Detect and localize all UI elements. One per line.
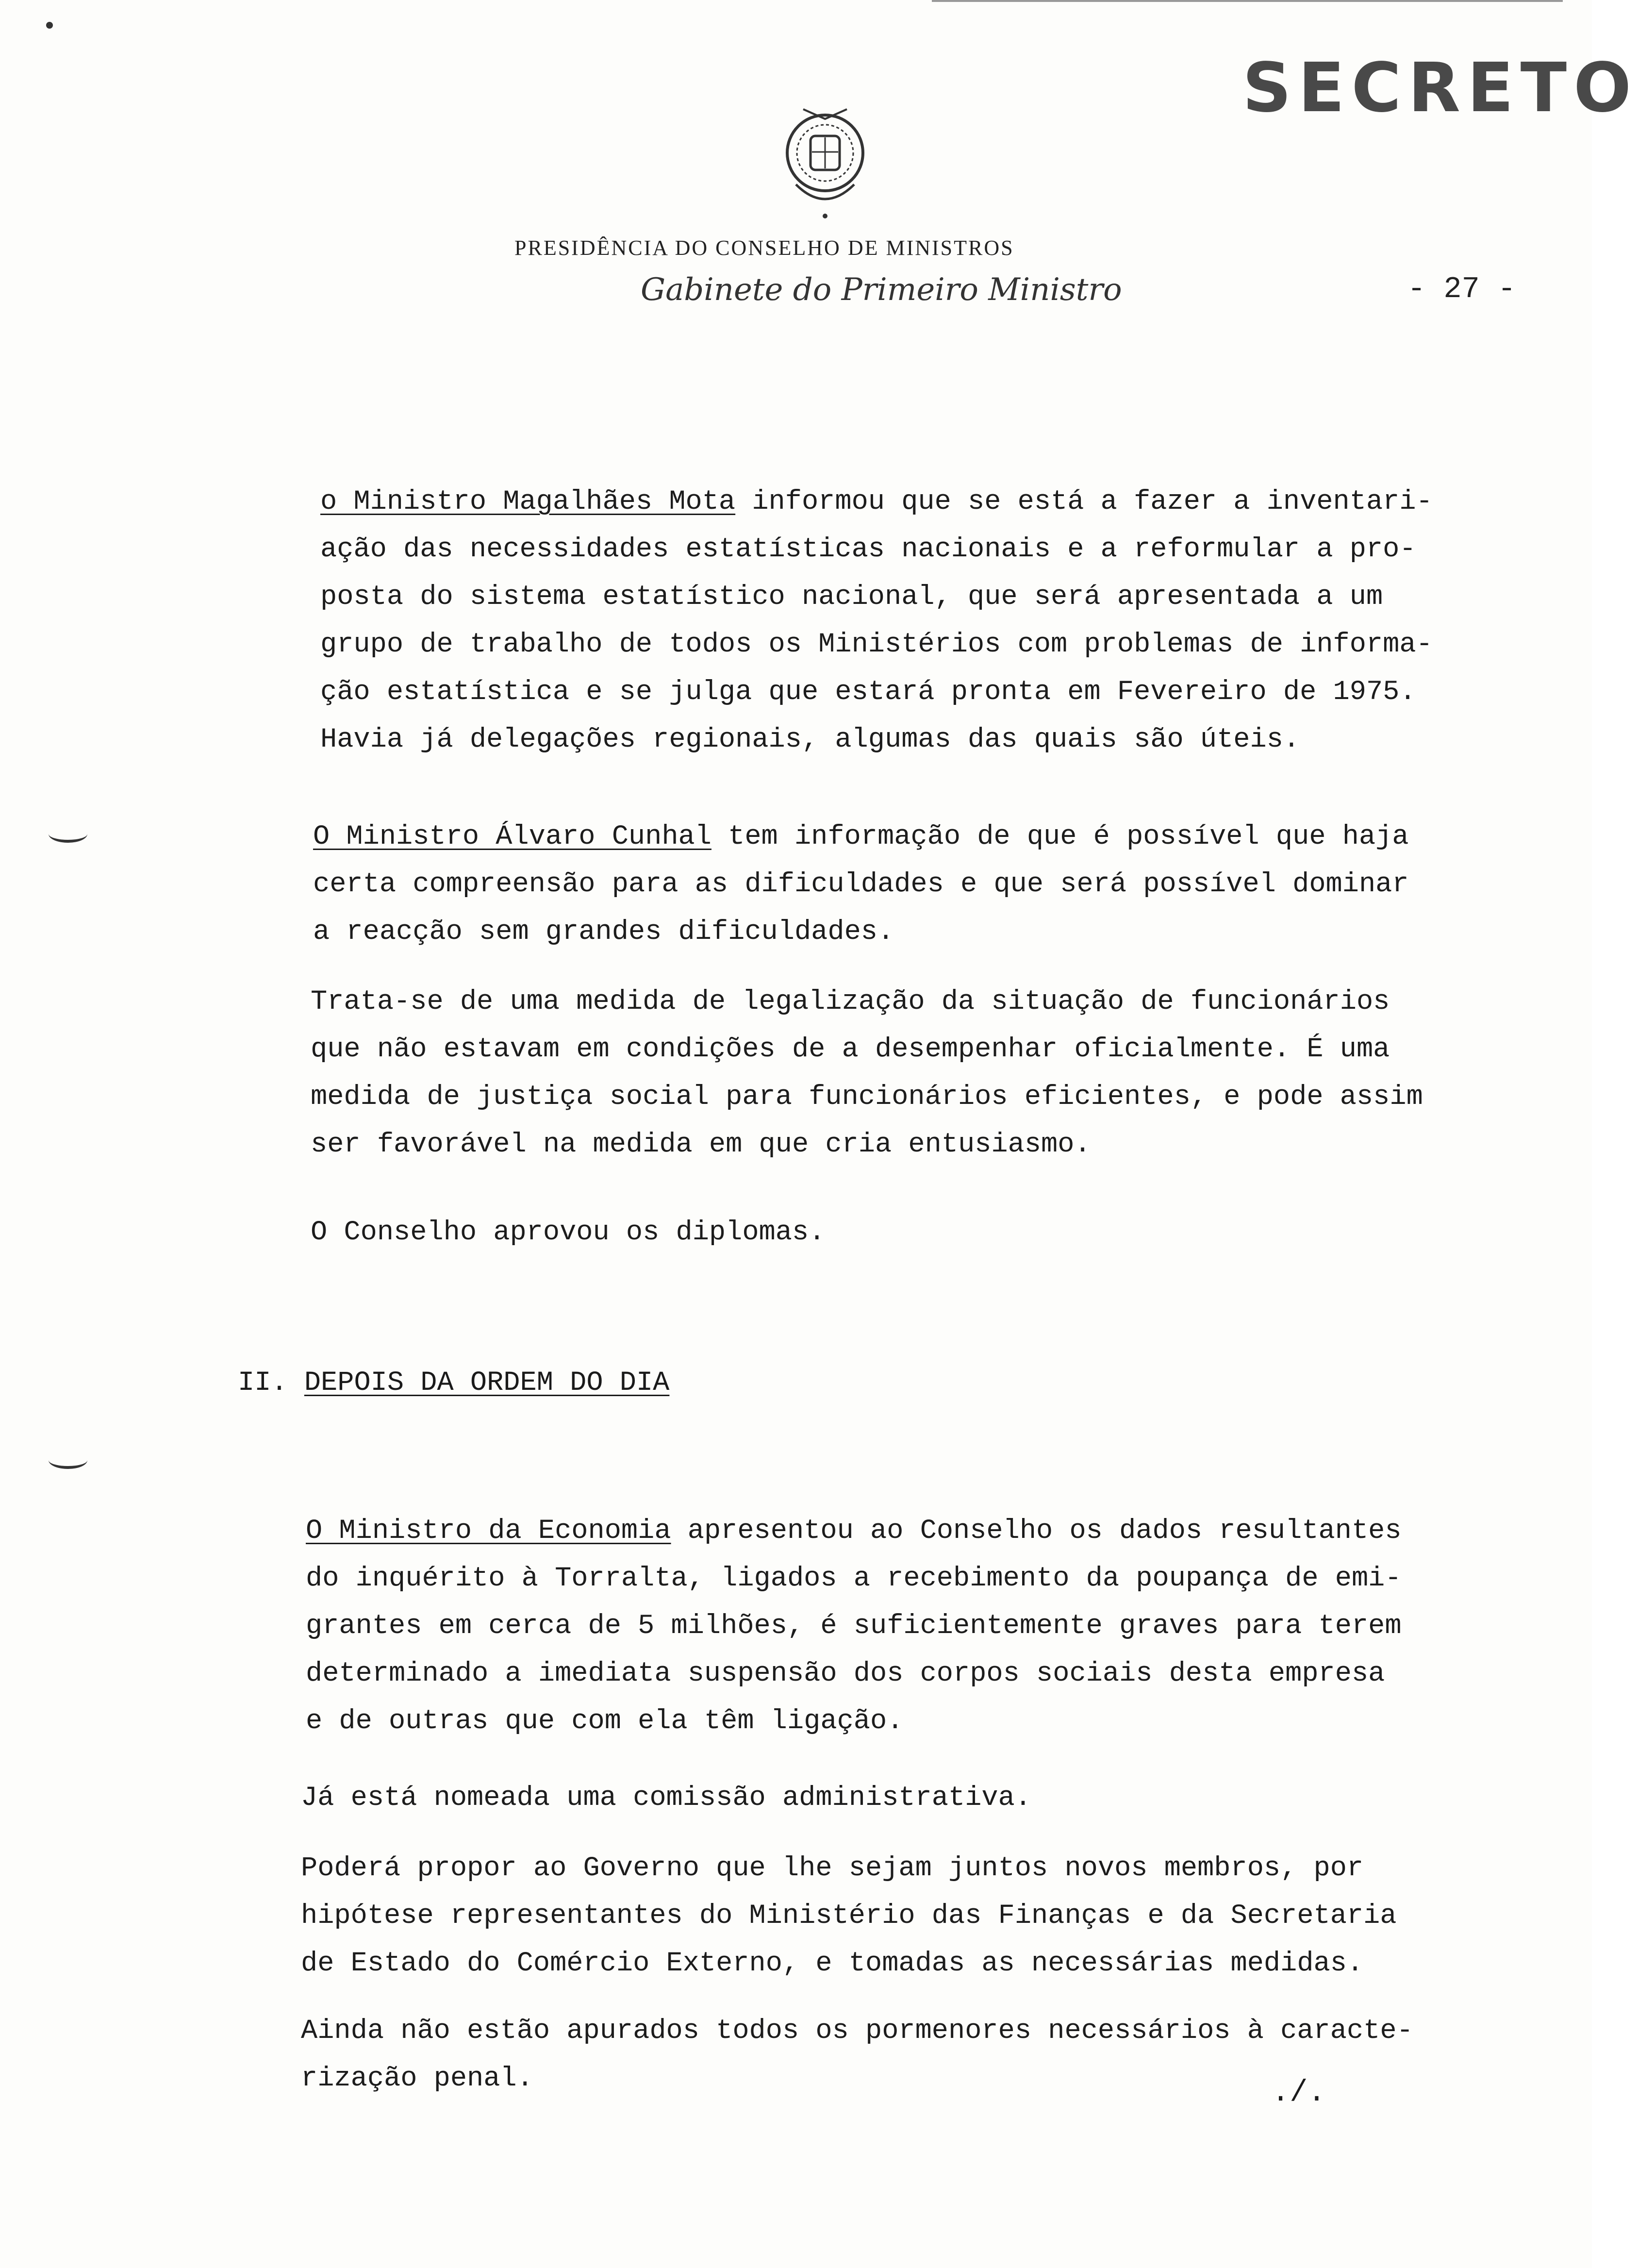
paragraph-line: Ainda não estão apurados todos os pormenores necessários à caracte- bbox=[301, 2016, 1413, 2047]
paragraph-line: posta do sistema estatístico nacional, que será apresentada a um bbox=[320, 582, 1383, 613]
minutes-paragraph bbox=[301, 1845, 1397, 1987]
speaker-name: O Ministro Álvaro Cunhal bbox=[313, 821, 711, 852]
top-edge-rule bbox=[932, 0, 1563, 2]
office-subheading: Gabinete do Primeiro Ministro bbox=[641, 272, 1122, 308]
paragraph-line: rização penal. bbox=[301, 2063, 533, 2094]
paragraph-line: O Conselho aprovou os diplomas. bbox=[311, 1217, 826, 1248]
minutes-paragraph bbox=[301, 2007, 1413, 2102]
paragraph-line: hipótese representantes do Ministério das Finanças e da Secretaria bbox=[301, 1901, 1397, 1932]
paragraph-line: que não estavam em condições de a desempenhar oficialmente. É uma bbox=[311, 1034, 1390, 1065]
paragraph-line: a reacção sem grandes dificuldades. bbox=[313, 917, 894, 948]
section-title: DEPOIS DA ORDEM DO DIA bbox=[304, 1367, 670, 1399]
margin-mark bbox=[49, 825, 87, 843]
paragraph-line: Havia já delegações regionais, algumas das quais são úteis. bbox=[320, 724, 1300, 755]
classification-stamp: SECRETO bbox=[1242, 49, 1638, 128]
minutes-paragraph bbox=[311, 1209, 825, 1256]
section-number: II. bbox=[238, 1367, 288, 1399]
paragraph-line: Já está nomeada uma comissão administrativa. bbox=[301, 1783, 1032, 1814]
paragraph-line: grupo de trabalho de todos os Ministérios com problemas de informa- bbox=[320, 629, 1433, 660]
paragraph-line: tem informação de que é possível que haja bbox=[711, 821, 1409, 852]
paragraph-line: apresentou ao Conselho os dados resultantes bbox=[671, 1516, 1402, 1547]
minutes-paragraph bbox=[301, 1774, 1031, 1822]
margin-mark bbox=[49, 1451, 87, 1469]
paragraph-line: ação das necessidades estatísticas nacionais e a reformular a pro- bbox=[320, 534, 1416, 565]
margin-dot bbox=[46, 22, 53, 29]
paragraph-line: medida de justiça social para funcionários eficientes, e pode assim bbox=[311, 1082, 1423, 1113]
paragraph-line: grantes em cerca de 5 milhões, é suficientemente graves para terem bbox=[306, 1611, 1402, 1642]
minutes-paragraph bbox=[320, 478, 1433, 764]
paragraph-line: do inquérito à Torralta, ligados a recebimento da poupança de emi- bbox=[306, 1563, 1402, 1594]
minutes-paragraph bbox=[306, 1507, 1402, 1745]
speaker-name: o Ministro Magalhães Mota bbox=[320, 486, 736, 517]
institution-heading: PRESIDÊNCIA DO CONSELHO DE MINISTROS bbox=[514, 236, 1014, 260]
paragraph-line: informou que se está a fazer a inventari- bbox=[735, 486, 1433, 517]
paragraph-line: ser favorável na medida em que cria entusiasmo. bbox=[311, 1129, 1091, 1160]
paragraph-line: Poderá propor ao Governo que lhe sejam juntos novos membros, por bbox=[301, 1853, 1364, 1884]
minutes-paragraph bbox=[313, 813, 1409, 956]
paragraph-line: Trata-se de uma medida de legalização da situação de funcionários bbox=[311, 986, 1390, 1017]
section-heading bbox=[238, 1359, 669, 1407]
paragraph-line: e de outras que com ela têm ligação. bbox=[306, 1706, 904, 1737]
paragraph-line: de Estado do Comércio Externo, e tomadas as necessárias medidas. bbox=[301, 1948, 1364, 1979]
paragraph-line: certa compreensão para as dificuldades e que será possível dominar bbox=[313, 869, 1409, 900]
paragraph-line: ção estatística e se julga que estará pronta em Fevereiro de 1975. bbox=[320, 677, 1416, 708]
page-number: - 27 - bbox=[1407, 272, 1516, 306]
minutes-paragraph bbox=[311, 978, 1423, 1168]
speaker-name: O Ministro da Economia bbox=[306, 1516, 671, 1547]
continuation-mark: ./. bbox=[1272, 2075, 1326, 2110]
coat-of-arms-icon bbox=[767, 100, 883, 226]
paragraph-line: determinado a imediata suspensão dos corpos sociais desta empresa bbox=[306, 1658, 1385, 1689]
